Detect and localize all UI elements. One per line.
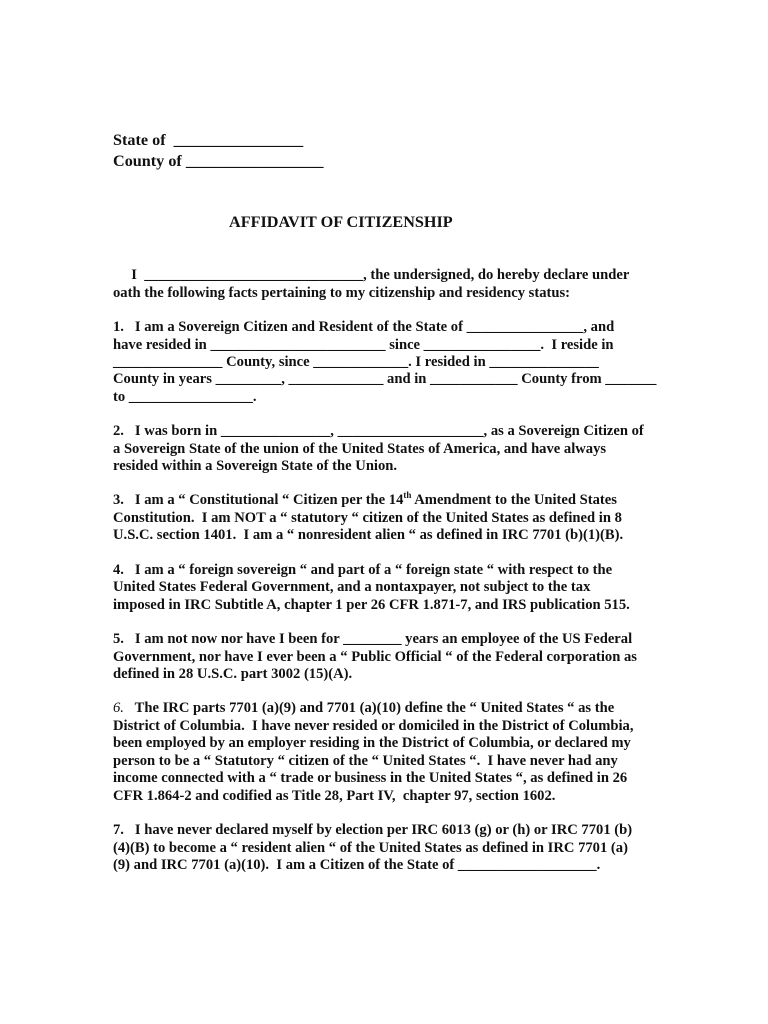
paragraph-5-line: defined in 28 U.S.C. part 3002 (15)(A). [113,666,353,682]
paragraph-6-number: 6. [113,700,124,716]
paragraph-3-text: 3. I am a “ Constitutional “ Citizen per the 14 [113,492,404,508]
paragraph-1-line: have resided in ________________________ since ________________. I reside in [113,337,614,353]
paragraph-3-line: Constitution. I am NOT a “ statutory “ citizen of the United States as defined in 8 [113,510,622,526]
paragraph-1-line: _______________ County, since _____________. I resided in _______________ [113,354,599,370]
paragraph-3-line: U.S.C. section 1401. I am a “ nonresident alien “ as defined in IRC 7701 (b)(1)(B). [113,527,624,543]
paragraph-7-line: (4)(B) to become a “ resident alien “ of the United States as defined in IRC 7701 (a) [113,840,628,856]
paragraph-4-line: imposed in IRC Subtitle A, chapter 1 per 26 CFR 1.871-7, and IRS publication 515. [113,597,630,613]
paragraph-7-line: (9) and IRC 7701 (a)(10). I am a Citizen of the State of ___________________. [113,857,601,873]
document-title: AFFIDAVIT OF CITIZENSHIP [229,213,453,231]
paragraph-4-line: United States Federal Government, and a nontaxpayer, not subject to the tax [113,579,591,595]
paragraph-5-line: Government, nor have I ever been a “ Public Official “ of the Federal corporation as [113,649,637,665]
paragraph-1-line: to _________________. [113,389,257,405]
paragraph-2-line: a Sovereign State of the union of the United States of America, and have always [113,441,607,457]
intro-line: I ______________________________, the undersigned, do hereby declare under [113,267,630,283]
state-line: State of ________________ [113,131,304,149]
paragraph-6-line: person to be a “ Statutory “ citizen of the “ United States “. I have never had any [113,753,618,769]
paragraph-6-line: CFR 1.864-2 and codified as Title 28, Part IV, chapter 97, section 1602. [113,788,556,804]
paragraph-3-text: Amendment to the United States [411,492,617,508]
paragraph-2-line: 2. I was born in _______________, ____________________, as a Sovereign Citizen of [113,423,644,439]
paragraph-6-line: income connected with a “ trade or business in the United States “, as defined in 26 [113,770,628,786]
county-line: County of _________________ [113,152,324,170]
ordinal-superscript: th [403,490,412,501]
paragraph-1-line: County in years _________, _____________ and in ____________ County from _______ [113,371,657,387]
paragraph-6-line [113,700,614,717]
paragraph-6-line: District of Columbia. I have never resided or domiciled in the District of Columbia, [113,718,634,734]
paragraph-6-text: The IRC parts 7701 (a)(9) and 7701 (a)(10) define the “ United States “ as the [123,700,615,716]
paragraph-5-line: 5. I am not now nor have I been for ________ years an employee of the US Federal [113,631,633,647]
paragraph-4-line: 4. I am a “ foreign sovereign “ and part of a “ foreign state “ with respect to the [113,562,613,578]
paragraph-1-line: 1. I am a Sovereign Citizen and Resident of the State of ________________, and [113,319,615,335]
paragraph-7-line: 7. I have never declared myself by election per IRC 6013 (g) or (h) or IRC 7701 (b) [113,822,633,838]
paragraph-3-line [113,492,617,509]
paragraph-6-line: been employed by an employer residing in the District of Columbia, or declared my [113,735,631,751]
intro-line: oath the following facts pertaining to my citizenship and residency status: [113,285,571,301]
paragraph-2-line: resided within a Sovereign State of the Union. [113,458,398,474]
